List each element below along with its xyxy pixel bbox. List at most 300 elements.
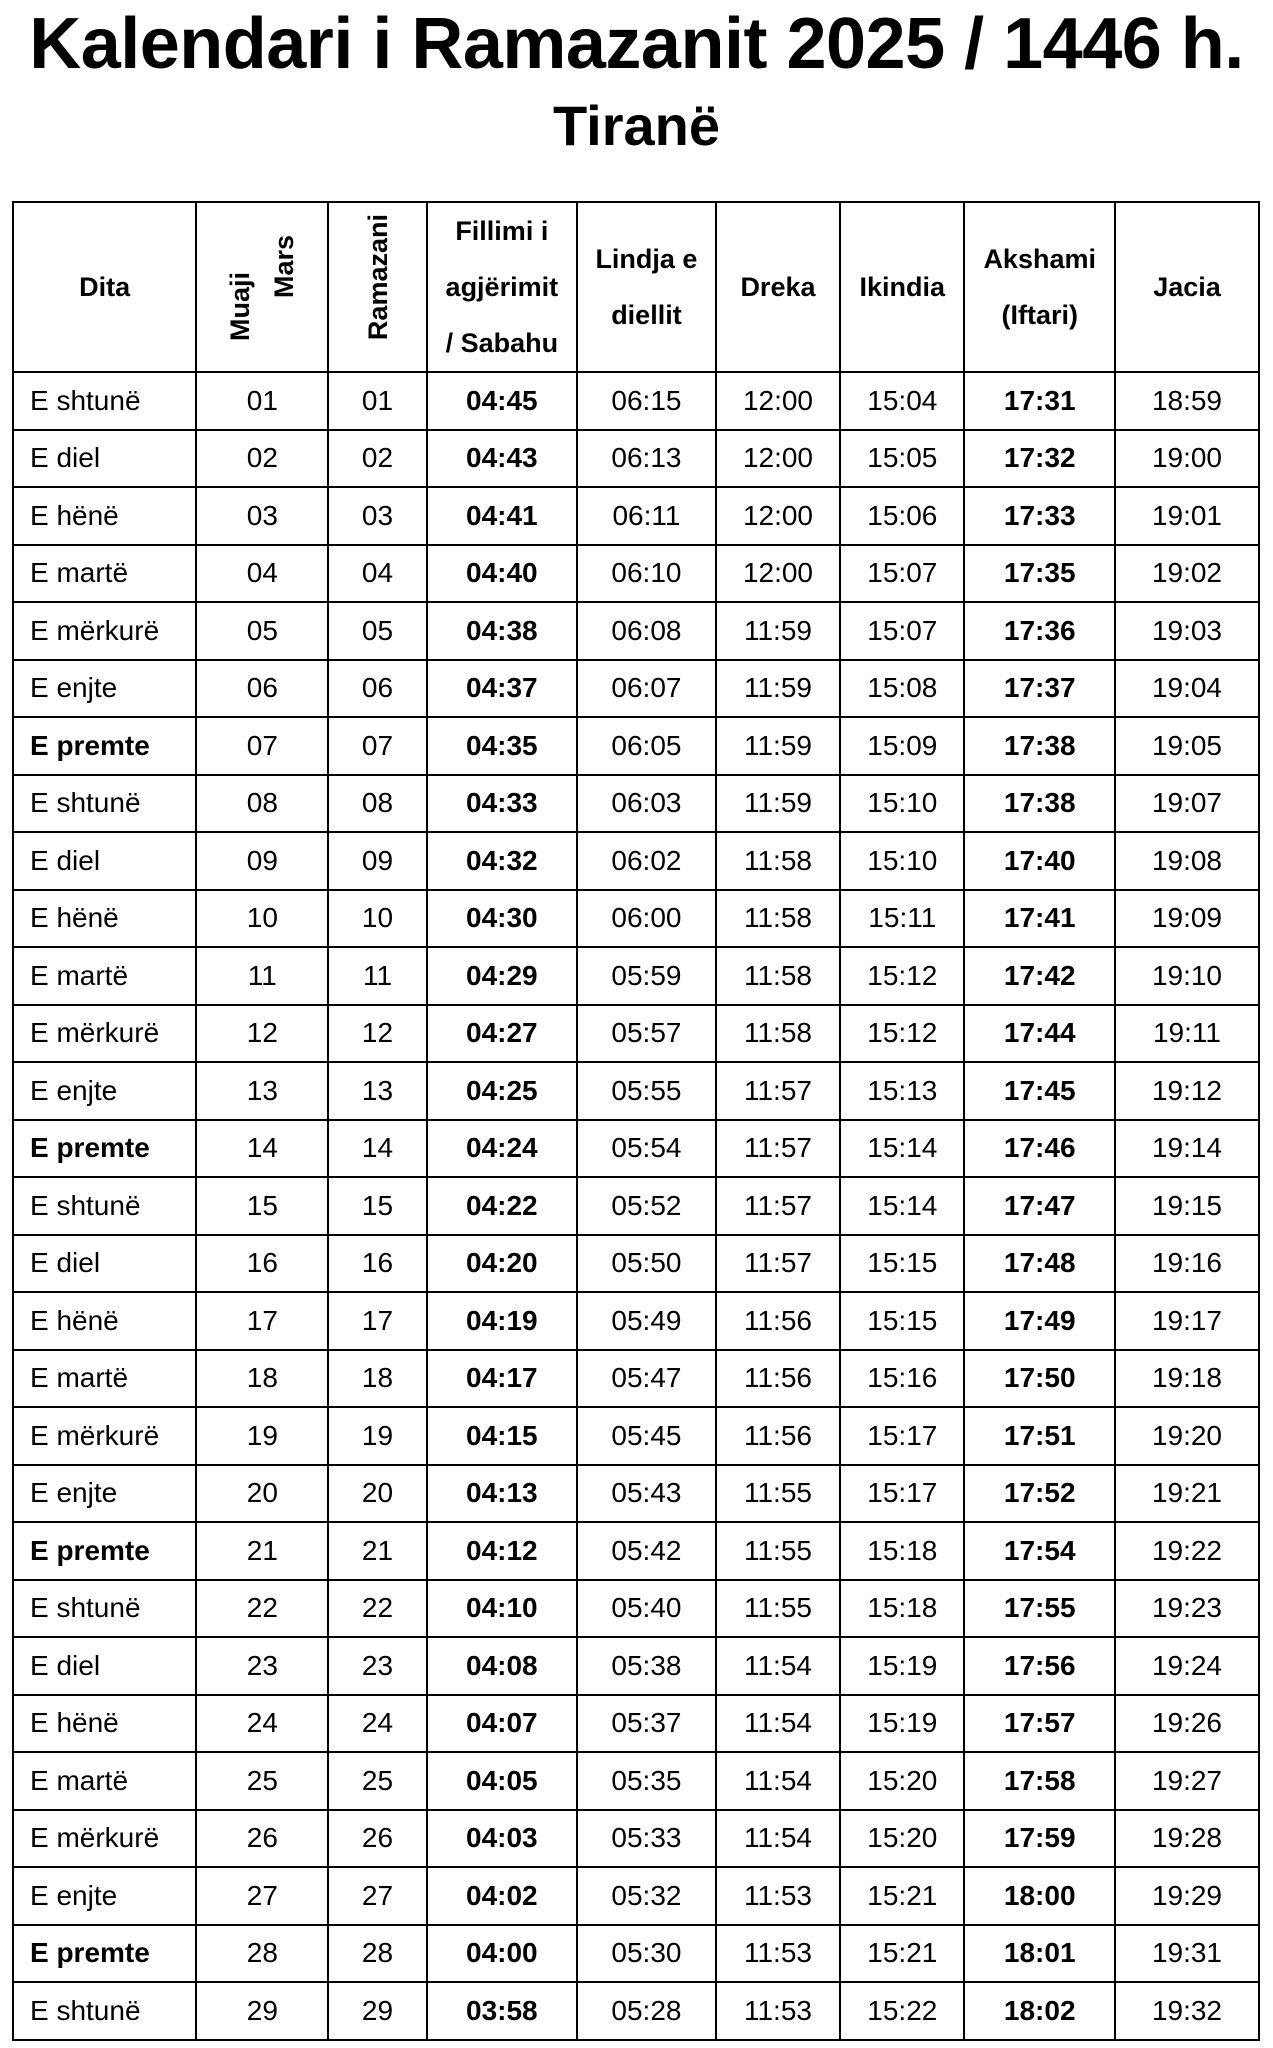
header-dhuhr: Dreka <box>716 202 840 372</box>
header-fajr: Fillimi i agjërimit / Sabahu <box>427 202 578 372</box>
maghrib-time-cell: 17:51 <box>964 1407 1115 1465</box>
ramadan-day-cell: 25 <box>328 1752 426 1810</box>
isha-time-cell: 19:21 <box>1115 1465 1259 1523</box>
sunrise-time-cell: 05:52 <box>577 1177 716 1235</box>
header-asr: Ikindia <box>840 202 964 372</box>
sunrise-time-cell: 05:47 <box>577 1350 716 1408</box>
isha-time-cell: 19:01 <box>1115 487 1259 545</box>
table-row <box>13 775 1259 833</box>
isha-time-cell: 19:05 <box>1115 717 1259 775</box>
table-row <box>13 1465 1259 1523</box>
day-cell: E shtunë <box>13 1982 196 2040</box>
dhuhr-time-cell: 12:00 <box>716 372 840 430</box>
asr-time-cell: 15:10 <box>840 832 964 890</box>
march-date-cell: 10 <box>196 890 328 948</box>
fajr-time-cell: 04:40 <box>427 545 578 603</box>
maghrib-time-cell: 17:44 <box>964 1005 1115 1063</box>
march-date-cell: 17 <box>196 1292 328 1350</box>
asr-time-cell: 15:12 <box>840 947 964 1005</box>
fajr-time-cell: 04:07 <box>427 1695 578 1753</box>
sunrise-time-cell: 06:07 <box>577 660 716 718</box>
fajr-time-cell: 04:43 <box>427 430 578 488</box>
day-cell: E shtunë <box>13 775 196 833</box>
fajr-time-cell: 04:17 <box>427 1350 578 1408</box>
sunrise-time-cell: 05:49 <box>577 1292 716 1350</box>
asr-time-cell: 15:18 <box>840 1580 964 1638</box>
march-date-cell: 12 <box>196 1005 328 1063</box>
march-date-cell: 15 <box>196 1177 328 1235</box>
isha-time-cell: 19:22 <box>1115 1522 1259 1580</box>
sunrise-time-cell: 06:11 <box>577 487 716 545</box>
asr-time-cell: 15:04 <box>840 372 964 430</box>
fajr-time-cell: 04:20 <box>427 1235 578 1293</box>
table-row <box>13 1005 1259 1063</box>
day-cell: E premte <box>13 1522 196 1580</box>
maghrib-time-cell: 18:00 <box>964 1867 1115 1925</box>
march-date-cell: 20 <box>196 1465 328 1523</box>
city-subtitle: Tiranë <box>552 94 721 157</box>
fajr-time-cell: 04:03 <box>427 1810 578 1868</box>
march-date-cell: 07 <box>196 717 328 775</box>
dhuhr-time-cell: 11:53 <box>716 1925 840 1983</box>
march-date-cell: 01 <box>196 372 328 430</box>
sunrise-time-cell: 05:55 <box>577 1062 716 1120</box>
isha-time-cell: 19:14 <box>1115 1120 1259 1178</box>
dhuhr-time-cell: 11:54 <box>716 1752 840 1810</box>
table-row <box>13 545 1259 603</box>
fajr-time-cell: 04:29 <box>427 947 578 1005</box>
isha-time-cell: 19:11 <box>1115 1005 1259 1063</box>
asr-time-cell: 15:16 <box>840 1350 964 1408</box>
ramadan-day-cell: 19 <box>328 1407 426 1465</box>
ramadan-day-cell: 12 <box>328 1005 426 1063</box>
ramadan-day-cell: 16 <box>328 1235 426 1293</box>
isha-time-cell: 19:17 <box>1115 1292 1259 1350</box>
fajr-time-cell: 04:32 <box>427 832 578 890</box>
header-ramazani: Ramazani <box>328 202 426 372</box>
maghrib-time-cell: 17:48 <box>964 1235 1115 1293</box>
dhuhr-time-cell: 12:00 <box>716 487 840 545</box>
maghrib-time-cell: 17:50 <box>964 1350 1115 1408</box>
day-cell: E hënë <box>13 890 196 948</box>
ramadan-day-cell: 14 <box>328 1120 426 1178</box>
march-date-cell: 13 <box>196 1062 328 1120</box>
maghrib-time-cell: 17:37 <box>964 660 1115 718</box>
sunrise-time-cell: 05:50 <box>577 1235 716 1293</box>
sunrise-time-cell: 05:42 <box>577 1522 716 1580</box>
march-date-cell: 09 <box>196 832 328 890</box>
isha-time-cell: 19:31 <box>1115 1925 1259 1983</box>
day-cell: E enjte <box>13 1465 196 1523</box>
ramadan-day-cell: 15 <box>328 1177 426 1235</box>
header-row <box>13 202 1259 372</box>
maghrib-time-cell: 17:47 <box>964 1177 1115 1235</box>
march-date-cell: 11 <box>196 947 328 1005</box>
fajr-time-cell: 04:10 <box>427 1580 578 1638</box>
ramadan-day-cell: 07 <box>328 717 426 775</box>
ramadan-day-cell: 27 <box>328 1867 426 1925</box>
maghrib-time-cell: 17:38 <box>964 775 1115 833</box>
asr-time-cell: 15:05 <box>840 430 964 488</box>
march-date-cell: 18 <box>196 1350 328 1408</box>
asr-time-cell: 15:08 <box>840 660 964 718</box>
asr-time-cell: 15:22 <box>840 1982 964 2040</box>
asr-time-cell: 15:14 <box>840 1120 964 1178</box>
day-cell: E shtunë <box>13 1580 196 1638</box>
dhuhr-time-cell: 11:56 <box>716 1350 840 1408</box>
asr-time-cell: 15:15 <box>840 1292 964 1350</box>
asr-time-cell: 15:20 <box>840 1752 964 1810</box>
table-row <box>13 1292 1259 1350</box>
asr-time-cell: 15:13 <box>840 1062 964 1120</box>
sunrise-time-cell: 05:30 <box>577 1925 716 1983</box>
asr-time-cell: 15:07 <box>840 602 964 660</box>
ramadan-day-cell: 20 <box>328 1465 426 1523</box>
asr-time-cell: 15:07 <box>840 545 964 603</box>
ramadan-day-cell: 29 <box>328 1982 426 2040</box>
ramadan-day-cell: 05 <box>328 602 426 660</box>
march-date-cell: 03 <box>196 487 328 545</box>
day-cell: E mërkurë <box>13 1810 196 1868</box>
day-cell: E martë <box>13 1350 196 1408</box>
day-cell: E martë <box>13 947 196 1005</box>
sunrise-time-cell: 05:33 <box>577 1810 716 1868</box>
maghrib-time-cell: 17:55 <box>964 1580 1115 1638</box>
fajr-time-cell: 04:22 <box>427 1177 578 1235</box>
march-date-cell: 28 <box>196 1925 328 1983</box>
dhuhr-time-cell: 11:58 <box>716 832 840 890</box>
asr-time-cell: 15:19 <box>840 1637 964 1695</box>
day-cell: E premte <box>13 1925 196 1983</box>
day-cell: E enjte <box>13 1062 196 1120</box>
day-cell: E enjte <box>13 660 196 718</box>
march-date-cell: 02 <box>196 430 328 488</box>
ramadan-day-cell: 02 <box>328 430 426 488</box>
day-cell: E premte <box>13 1120 196 1178</box>
dhuhr-time-cell: 11:58 <box>716 890 840 948</box>
page-title: Kalendari i Ramazanit 2025 / 1446 h. <box>29 4 1244 84</box>
ramadan-day-cell: 28 <box>328 1925 426 1983</box>
march-date-cell: 06 <box>196 660 328 718</box>
day-cell: E martë <box>13 545 196 603</box>
march-date-cell: 05 <box>196 602 328 660</box>
dhuhr-time-cell: 11:57 <box>716 1062 840 1120</box>
dhuhr-time-cell: 11:56 <box>716 1407 840 1465</box>
dhuhr-time-cell: 11:55 <box>716 1522 840 1580</box>
asr-time-cell: 15:15 <box>840 1235 964 1293</box>
isha-time-cell: 19:32 <box>1115 1982 1259 2040</box>
isha-time-cell: 19:03 <box>1115 602 1259 660</box>
ramadan-day-cell: 26 <box>328 1810 426 1868</box>
asr-time-cell: 15:17 <box>840 1407 964 1465</box>
fajr-time-cell: 04:41 <box>427 487 578 545</box>
maghrib-time-cell: 17:49 <box>964 1292 1115 1350</box>
fajr-time-cell: 04:33 <box>427 775 578 833</box>
fajr-time-cell: 04:13 <box>427 1465 578 1523</box>
asr-time-cell: 15:14 <box>840 1177 964 1235</box>
isha-time-cell: 19:20 <box>1115 1407 1259 1465</box>
fajr-time-cell: 04:08 <box>427 1637 578 1695</box>
sunrise-time-cell: 06:00 <box>577 890 716 948</box>
maghrib-time-cell: 17:59 <box>964 1810 1115 1868</box>
table-row <box>13 1522 1259 1580</box>
table-row <box>13 602 1259 660</box>
fajr-time-cell: 04:35 <box>427 717 578 775</box>
dhuhr-time-cell: 11:54 <box>716 1810 840 1868</box>
sunrise-time-cell: 05:40 <box>577 1580 716 1638</box>
isha-time-cell: 18:59 <box>1115 372 1259 430</box>
table-row <box>13 430 1259 488</box>
isha-time-cell: 19:18 <box>1115 1350 1259 1408</box>
asr-time-cell: 15:06 <box>840 487 964 545</box>
sunrise-time-cell: 05:45 <box>577 1407 716 1465</box>
ramadan-day-cell: 11 <box>328 947 426 1005</box>
isha-time-cell: 19:27 <box>1115 1752 1259 1810</box>
march-date-cell: 14 <box>196 1120 328 1178</box>
asr-time-cell: 15:10 <box>840 775 964 833</box>
header-muaji: Muaji <box>225 272 256 342</box>
sunrise-time-cell: 05:38 <box>577 1637 716 1695</box>
asr-time-cell: 15:21 <box>840 1925 964 1983</box>
march-date-cell: 21 <box>196 1522 328 1580</box>
header-month <box>196 202 328 372</box>
maghrib-time-cell: 17:42 <box>964 947 1115 1005</box>
asr-time-cell: 15:17 <box>840 1465 964 1523</box>
fajr-time-cell: 04:25 <box>427 1062 578 1120</box>
fajr-time-cell: 04:19 <box>427 1292 578 1350</box>
sunrise-time-cell: 06:13 <box>577 430 716 488</box>
sunrise-time-cell: 05:57 <box>577 1005 716 1063</box>
dhuhr-time-cell: 11:57 <box>716 1120 840 1178</box>
day-cell: E mërkurë <box>13 1005 196 1063</box>
maghrib-time-cell: 17:35 <box>964 545 1115 603</box>
day-cell: E hënë <box>13 1292 196 1350</box>
fajr-time-cell: 04:15 <box>427 1407 578 1465</box>
dhuhr-time-cell: 11:59 <box>716 717 840 775</box>
header-mars: Mars <box>269 235 300 299</box>
ramadan-day-cell: 23 <box>328 1637 426 1695</box>
table-row <box>13 1177 1259 1235</box>
dhuhr-time-cell: 11:57 <box>716 1177 840 1235</box>
sunrise-time-cell: 05:32 <box>577 1867 716 1925</box>
dhuhr-time-cell: 12:00 <box>716 545 840 603</box>
maghrib-time-cell: 18:01 <box>964 1925 1115 1983</box>
dhuhr-time-cell: 11:54 <box>716 1637 840 1695</box>
sunrise-time-cell: 05:54 <box>577 1120 716 1178</box>
isha-time-cell: 19:08 <box>1115 832 1259 890</box>
table-row <box>13 1350 1259 1408</box>
dhuhr-time-cell: 11:58 <box>716 947 840 1005</box>
ramadan-timetable <box>12 201 1260 2041</box>
isha-time-cell: 19:24 <box>1115 1637 1259 1695</box>
fajr-time-cell: 04:02 <box>427 1867 578 1925</box>
maghrib-time-cell: 17:58 <box>964 1752 1115 1810</box>
dhuhr-time-cell: 11:54 <box>716 1695 840 1753</box>
ramadan-day-cell: 18 <box>328 1350 426 1408</box>
ramadan-day-cell: 24 <box>328 1695 426 1753</box>
day-cell: E diel <box>13 1637 196 1695</box>
ramadan-day-cell: 21 <box>328 1522 426 1580</box>
fajr-time-cell: 04:37 <box>427 660 578 718</box>
fajr-time-cell: 04:38 <box>427 602 578 660</box>
dhuhr-time-cell: 11:56 <box>716 1292 840 1350</box>
dhuhr-time-cell: 11:53 <box>716 1867 840 1925</box>
day-cell: E diel <box>13 1235 196 1293</box>
sunrise-time-cell: 06:05 <box>577 717 716 775</box>
isha-time-cell: 19:02 <box>1115 545 1259 603</box>
sunrise-time-cell: 05:43 <box>577 1465 716 1523</box>
march-date-cell: 22 <box>196 1580 328 1638</box>
dhuhr-time-cell: 11:59 <box>716 775 840 833</box>
sunrise-time-cell: 05:28 <box>577 1982 716 2040</box>
table-row <box>13 660 1259 718</box>
day-cell: E enjte <box>13 1867 196 1925</box>
ramadan-day-cell: 04 <box>328 545 426 603</box>
fajr-time-cell: 04:27 <box>427 1005 578 1063</box>
ramadan-day-cell: 22 <box>328 1580 426 1638</box>
march-date-cell: 19 <box>196 1407 328 1465</box>
day-cell: E mërkurë <box>13 1407 196 1465</box>
day-cell: E mërkurë <box>13 602 196 660</box>
dhuhr-time-cell: 12:00 <box>716 430 840 488</box>
isha-time-cell: 19:15 <box>1115 1177 1259 1235</box>
asr-time-cell: 15:21 <box>840 1867 964 1925</box>
dhuhr-time-cell: 11:58 <box>716 1005 840 1063</box>
march-date-cell: 27 <box>196 1867 328 1925</box>
maghrib-time-cell: 17:31 <box>964 372 1115 430</box>
fajr-time-cell: 04:45 <box>427 372 578 430</box>
day-cell: E shtunë <box>13 372 196 430</box>
maghrib-time-cell: 17:38 <box>964 717 1115 775</box>
asr-time-cell: 15:12 <box>840 1005 964 1063</box>
dhuhr-time-cell: 11:59 <box>716 660 840 718</box>
march-date-cell: 25 <box>196 1752 328 1810</box>
ramadan-day-cell: 10 <box>328 890 426 948</box>
maghrib-time-cell: 17:57 <box>964 1695 1115 1753</box>
table-row <box>13 1982 1259 2040</box>
table-row <box>13 1637 1259 1695</box>
table-row <box>13 832 1259 890</box>
header-sunrise: Lindja e diellit <box>577 202 716 372</box>
table-row <box>13 947 1259 1005</box>
day-cell: E martë <box>13 1752 196 1810</box>
isha-time-cell: 19:04 <box>1115 660 1259 718</box>
ramadan-day-cell: 08 <box>328 775 426 833</box>
day-cell: E hënë <box>13 1695 196 1753</box>
asr-time-cell: 15:18 <box>840 1522 964 1580</box>
fajr-time-cell: 04:24 <box>427 1120 578 1178</box>
table-row <box>13 487 1259 545</box>
header-day: Dita <box>13 202 196 372</box>
day-cell: E hënë <box>13 487 196 545</box>
sunrise-time-cell: 06:03 <box>577 775 716 833</box>
table-row <box>13 1062 1259 1120</box>
sunrise-time-cell: 06:15 <box>577 372 716 430</box>
fajr-time-cell: 04:12 <box>427 1522 578 1580</box>
ramadan-day-cell: 06 <box>328 660 426 718</box>
dhuhr-time-cell: 11:57 <box>716 1235 840 1293</box>
maghrib-time-cell: 17:45 <box>964 1062 1115 1120</box>
sunrise-time-cell: 06:02 <box>577 832 716 890</box>
march-date-cell: 04 <box>196 545 328 603</box>
march-date-cell: 23 <box>196 1637 328 1695</box>
header-maghrib: Akshami (Iftari) <box>964 202 1115 372</box>
timetable-body <box>13 372 1259 2040</box>
table-row <box>13 1120 1259 1178</box>
isha-time-cell: 19:09 <box>1115 890 1259 948</box>
maghrib-time-cell: 17:46 <box>964 1120 1115 1178</box>
fajr-time-cell: 03:58 <box>427 1982 578 2040</box>
isha-time-cell: 19:16 <box>1115 1235 1259 1293</box>
maghrib-time-cell: 18:02 <box>964 1982 1115 2040</box>
asr-time-cell: 15:20 <box>840 1810 964 1868</box>
maghrib-time-cell: 17:36 <box>964 602 1115 660</box>
day-cell: E shtunë <box>13 1177 196 1235</box>
sunrise-time-cell: 06:08 <box>577 602 716 660</box>
fajr-time-cell: 04:00 <box>427 1925 578 1983</box>
table-row <box>13 1925 1259 1983</box>
asr-time-cell: 15:11 <box>840 890 964 948</box>
isha-time-cell: 19:28 <box>1115 1810 1259 1868</box>
maghrib-time-cell: 17:40 <box>964 832 1115 890</box>
maghrib-time-cell: 17:54 <box>964 1522 1115 1580</box>
ramadan-day-cell: 09 <box>328 832 426 890</box>
isha-time-cell: 19:29 <box>1115 1867 1259 1925</box>
isha-time-cell: 19:10 <box>1115 947 1259 1005</box>
isha-time-cell: 19:23 <box>1115 1580 1259 1638</box>
maghrib-time-cell: 17:52 <box>964 1465 1115 1523</box>
maghrib-time-cell: 17:56 <box>964 1637 1115 1695</box>
ramadan-day-cell: 01 <box>328 372 426 430</box>
table-row <box>13 1867 1259 1925</box>
dhuhr-time-cell: 11:55 <box>716 1465 840 1523</box>
table-row <box>13 890 1259 948</box>
march-date-cell: 16 <box>196 1235 328 1293</box>
isha-time-cell: 19:07 <box>1115 775 1259 833</box>
asr-time-cell: 15:09 <box>840 717 964 775</box>
dhuhr-time-cell: 11:59 <box>716 602 840 660</box>
ramadan-day-cell: 13 <box>328 1062 426 1120</box>
day-cell: E diel <box>13 430 196 488</box>
ramadan-day-cell: 17 <box>328 1292 426 1350</box>
maghrib-time-cell: 17:33 <box>964 487 1115 545</box>
dhuhr-time-cell: 11:53 <box>716 1982 840 2040</box>
table-row <box>13 1235 1259 1293</box>
sunrise-time-cell: 06:10 <box>577 545 716 603</box>
isha-time-cell: 19:26 <box>1115 1695 1259 1753</box>
header-isha: Jacia <box>1115 202 1259 372</box>
sunrise-time-cell: 05:35 <box>577 1752 716 1810</box>
march-date-cell: 08 <box>196 775 328 833</box>
sunrise-time-cell: 05:37 <box>577 1695 716 1753</box>
table-row <box>13 1752 1259 1810</box>
dhuhr-time-cell: 11:55 <box>716 1580 840 1638</box>
fajr-time-cell: 04:30 <box>427 890 578 948</box>
maghrib-time-cell: 17:32 <box>964 430 1115 488</box>
fajr-time-cell: 04:05 <box>427 1752 578 1810</box>
maghrib-time-cell: 17:41 <box>964 890 1115 948</box>
march-date-cell: 26 <box>196 1810 328 1868</box>
table-row <box>13 1580 1259 1638</box>
table-row <box>13 717 1259 775</box>
table-row <box>13 1407 1259 1465</box>
table-row <box>13 372 1259 430</box>
table-row <box>13 1810 1259 1868</box>
ramadan-day-cell: 03 <box>328 487 426 545</box>
march-date-cell: 29 <box>196 1982 328 2040</box>
day-cell: E diel <box>13 832 196 890</box>
march-date-cell: 24 <box>196 1695 328 1753</box>
